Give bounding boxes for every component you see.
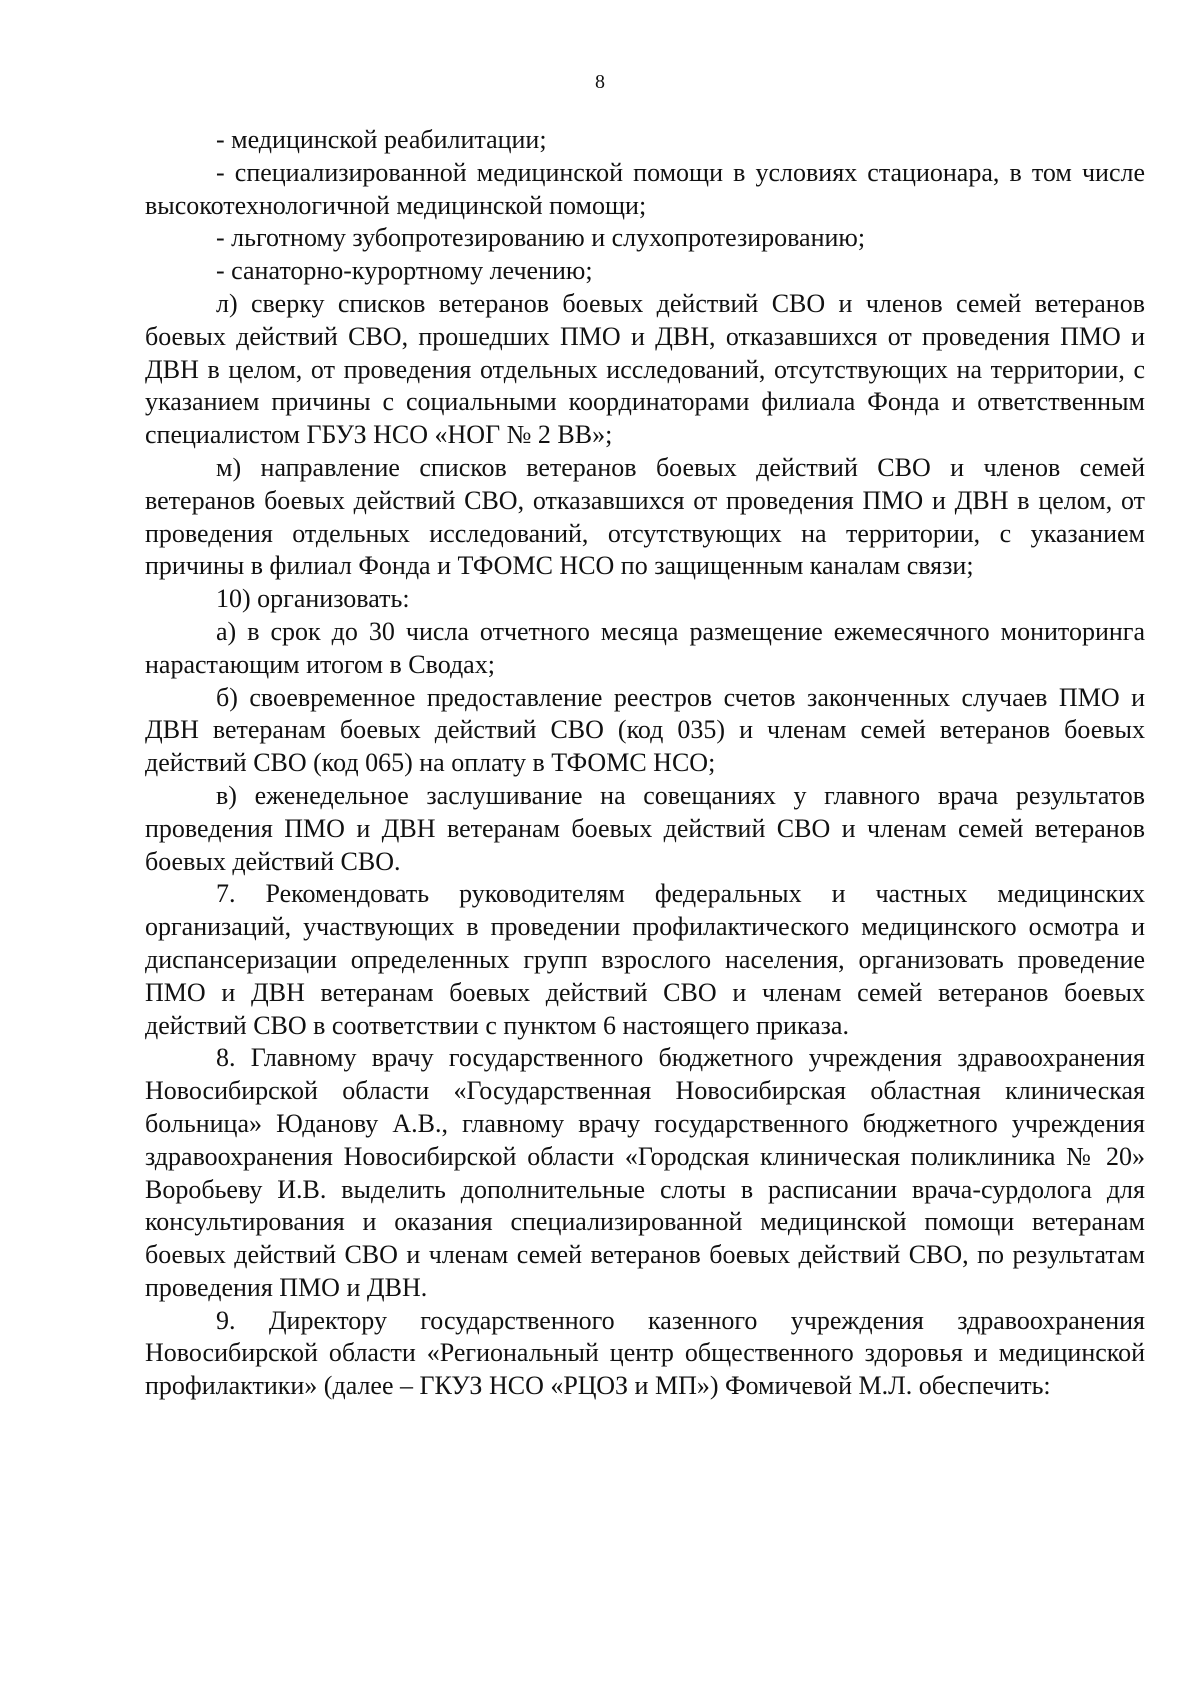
- paragraph-item-l: л) сверку списков ветеранов боевых действий СВО и членов семей ветеранов боевых действий СВО, прошедших ПМО и ДВН, отказавшихся от проведения ПМО и ДВН в целом, от проведения отдельных исследований, отсутствующих на территории, с указанием причины с социальными координаторами филиала Фонда и ответственным специалистом ГБУЗ НСО «НОГ № 2 ВВ»;: [145, 288, 1145, 450]
- paragraph-specialized-care: - специализированной медицинской помощи в условиях стационара, в том числе высокотехнологичной медицинской помощи;: [145, 157, 1145, 220]
- paragraph-prosthetics: - льготному зубопротезированию и слухопротезированию;: [216, 223, 866, 253]
- paragraph-item-a: а) в срок до 30 числа отчетного месяца размещение ежемесячного мониторинга нарастающим итогом в Сводах;: [145, 616, 1145, 679]
- document-body: [145, 124, 1145, 1403]
- page-number: 8: [595, 71, 605, 93]
- paragraph-sanatorium: - санаторно-курортному лечению;: [216, 256, 593, 286]
- paragraph-section-7: 7. Рекомендовать руководителям федеральных и частных медицинских организаций, участвующих в проведении профилактического медицинского осмотра и диспансеризации определенных групп взрослого населения, организовать проведение ПМО и ДВН ветеранам боевых действий СВО и членам семей ветеранов боевых действий СВО в соответствии с пунктом 6 настоящего приказа.: [145, 879, 1145, 1040]
- paragraph-item-10: 10) организовать:: [216, 584, 410, 614]
- paragraph-rehabilitation: - медицинской реабилитации;: [216, 125, 547, 154]
- paragraph-item-b: б) своевременное предоставление реестров счетов законченных случаев ПМО и ДВН ветеранам боевых действий СВО (код 035) и членам семей ветеранов боевых действий СВО (код 065) на оплату в ТФОМС НСО;: [145, 682, 1145, 778]
- paragraph-item-v: в) еженедельное заслушивание на совещаниях у главного врача результатов проведения ПМО и ДВН ветеранам боевых действий СВО и членам семей ветеранов боевых действий СВО.: [145, 780, 1145, 876]
- paragraph-item-m: м) направление списков ветеранов боевых действий СВО и членов семей ветеранов боевых действий СВО, отказавшихся от проведения ПМО и ДВН в целом, от проведения отдельных исследований, отсутствующих на территории, с указанием причины в филиал Фонда и ТФОМС НСО по защищенным каналам связи;: [145, 452, 1145, 581]
- paragraph-section-8: 8. Главному врачу государственного бюджетного учреждения здравоохранения Новосибирской области «Государственная Новосибирская областная клиническая больница» Юданову А.В., главному врачу государственного бюджетного учреждения здравоохранения Новосибирской области «Городская клиническая поликлиника № 20» Воробьеву И.В. выделить дополнительные слоты в расписании врача-сурдолога для консультирования и оказания специализированной медицинской помощи ветеранам боевых действий СВО и членам семей ветеранов боевых действий СВО, по результатам проведения ПМО и ДВН.: [145, 1043, 1145, 1302]
- paragraph-section-9: 9. Директору государственного казенного учреждения здравоохранения Новосибирской области «Региональный центр общественного здоровья и медицинской профилактики» (далее – ГКУЗ НСО «РЦОЗ и МП») Фомичевой М.Л. обеспечить:: [145, 1305, 1145, 1401]
